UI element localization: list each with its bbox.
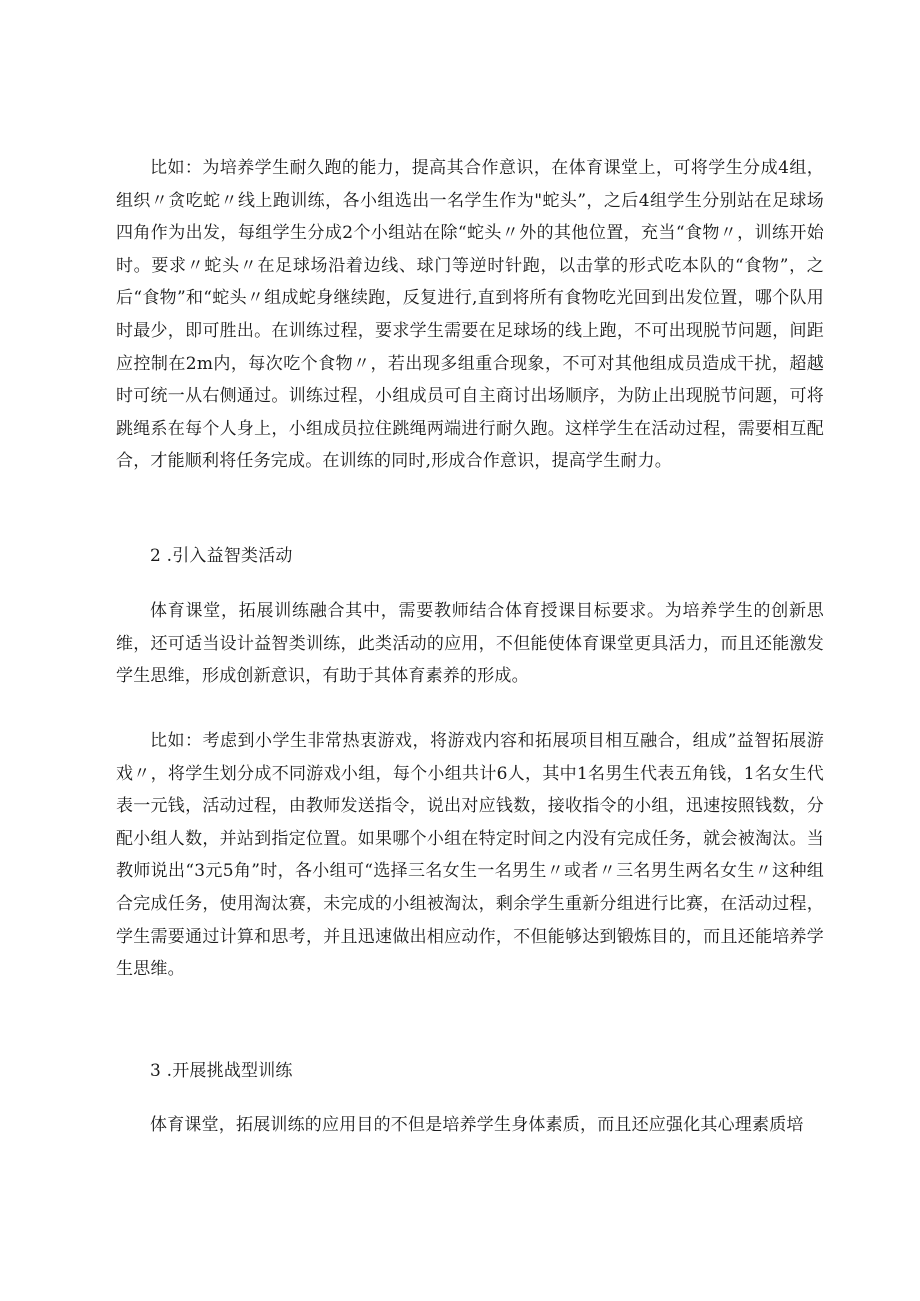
paragraph-money-game-example: 比如：考虑到小学生非常热衷游戏，将游戏内容和拓展项目相互融合，组成”益智拓展游戏〃，将学生划分成不同游戏小组，每个小组共计6人，其中1名男生代表五角钱，1名女生代表一元钱，活动过程，由教师发送指令，说出对应钱数，接收指令的小组，迅速按照钱数，分配小组人数，并站到指定位置。如果哪个小组在特定时间之内没有完成任务，就会被淘汰。当教师说出“3元5角”时，各小组可“选择三名女生一名男生〃或者〃三名男生两名女生〃这种组合完成任务，使用淘汰赛，未完成的小组被淘汰，剩余学生重新分组进行比赛，在活动过程，学生需要通过计算和思考，并且迅速做出相应动作，不但能够达到锻炼目的，而且还能培养学生思维。 bbox=[116, 731, 824, 980]
section-heading-puzzle-activities: 2 .引入益智类活动 bbox=[150, 546, 293, 566]
paragraph-challenge-intro: 体育课堂，拓展训练的应用目的不但是培养学生身体素质，而且还应强化其心理素质培 bbox=[150, 1115, 804, 1135]
paragraph-greedy-snake-example: 比如：为培养学生耐久跑的能力，提高其合作意识，在体育课堂上，可将学生分成4组，组织〃贪吃蛇〃线上跑训练，各小组选出一名学生作为"蛇头”，之后4组学生分别站在足球场四角作为出发，每组学生分成2个小组站在除“蛇头〃外的其他位置，充当“食物〃，训练开始时。要求〃蛇头〃在足球场沿着边线、球门等逆时针跑，以击掌的形式吃本队的“食物”，之后“食物”和“蛇头〃组成蛇身继续跑，反复进行,直到将所有食物吃光回到出发位置，哪个队用时最少，即可胜出。在训练过程，要求学生需要在足球场的线上跑，不可出现脱节问题，间距应控制在2m内，每次吃个食物〃，若出现多组重合现象，不可对其他组成员造成干扰，超越时可统一从右侧通过。训练过程，小组成员可自主商讨出场顺序，为防止出现脱节问题，可将跳绳系在每个人身上，小组成员拉住跳绳两端进行耐久跑。这样学生在活动过程，需要相互配合，才能顺利将任务完成。在训练的同时,形成合作意识，提高学生耐力。 bbox=[116, 158, 824, 472]
paragraph-puzzle-intro: 体育课堂，拓展训练融合其中，需要教师结合体育授课目标要求。为培养学生的创新思维，还可适当设计益智类训练，此类活动的应用，不但能使体育课堂更具活力，而且还能激发学生思维，形成创新意识，有助于其体育素养的形成。 bbox=[116, 601, 824, 687]
section-heading-challenge-training: 3 .开展挑战型训练 bbox=[150, 1061, 293, 1081]
